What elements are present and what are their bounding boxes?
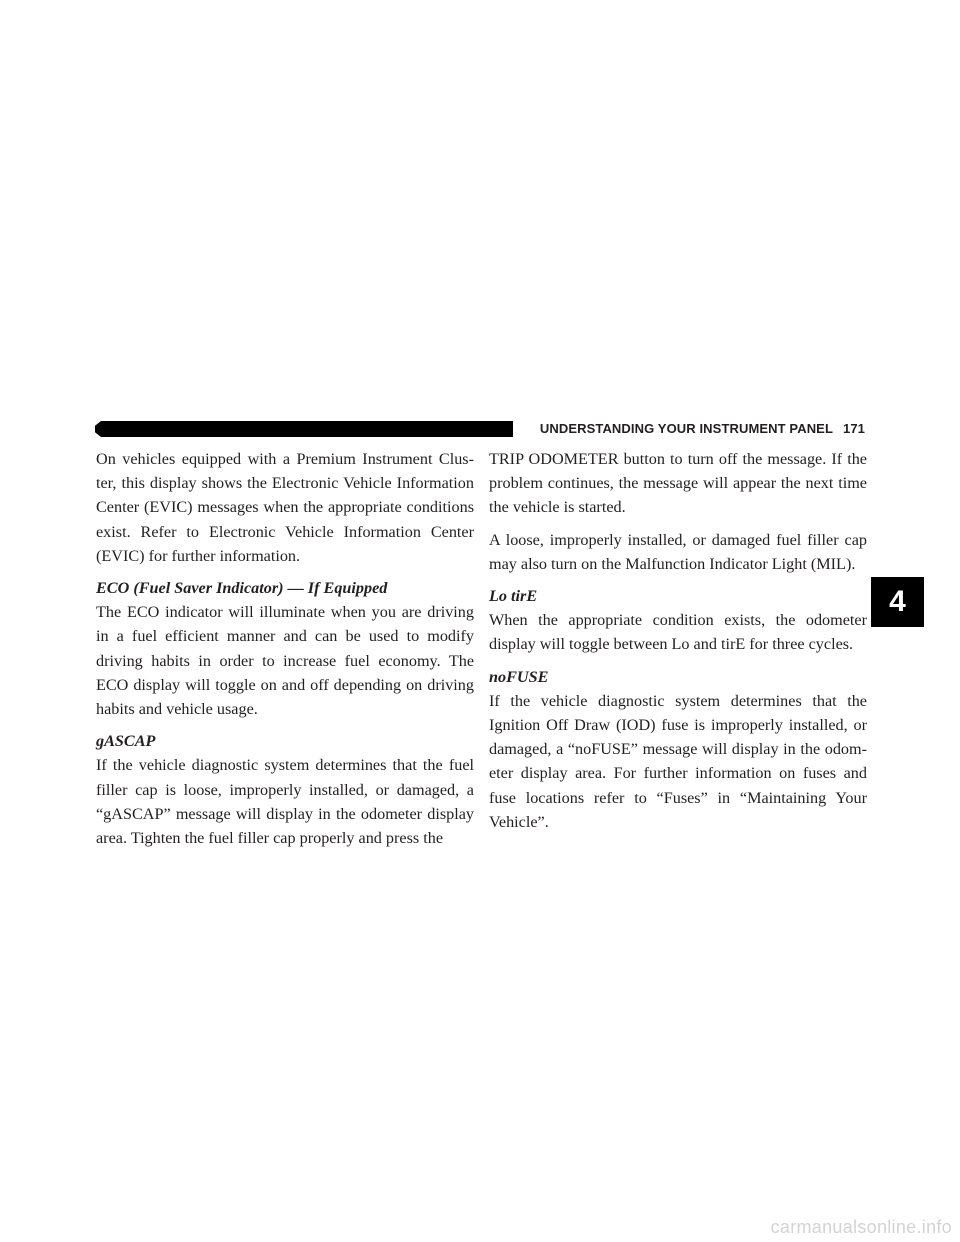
page-number: 171 [843, 421, 865, 436]
left-column [96, 447, 474, 858]
nofuse-paragraph: If the vehicle diagnostic system determines that the Ignition Off Draw (IOD) fuse is improperly installed, or damaged, a “noFUSE” message will display in the odom- eter display area. For further information on fuses and fuse locations refer to “Fuses” in “Maintaining Your Vehicle”. [489, 691, 867, 831]
watermark: carmanualsonline.info [770, 1217, 952, 1237]
eco-paragraph: The ECO indicator will illuminate when you are driving in a fuel efficient manner and can be used to modify driving habits in order to increase fuel economy. The ECO display will toggle on and off depending on driving habits and vehicle usage. [96, 603, 474, 719]
gascap-paragraph: If the vehicle diagnostic system determines that the fuel filler cap is loose, improperly installed, or damaged, a “gASCAP” message will display in the odometer display area. Tighten the fuel filler cap properly and press the [96, 756, 474, 848]
lotire-heading: Lo tirE [489, 587, 538, 606]
chapter-tab: 4 [871, 577, 924, 627]
eco-heading: ECO (Fuel Saver Indicator) — If Equipped [96, 579, 388, 598]
gascap-heading: gASCAP [96, 732, 156, 751]
right-column [489, 447, 867, 842]
mil-note-paragraph: A loose, improperly installed, or damaged fuel filler cap may also turn on the Malfunction Indicator Light (MIL). [489, 530, 867, 573]
gascap-continued-paragraph: TRIP ODOMETER button to turn off the message. If the problem continues, the message will appear the next time the vehicle is started. [489, 450, 867, 517]
nofuse-heading: noFUSE [489, 667, 549, 686]
intro-paragraph: On vehicles equipped with a Premium Instrument Clus- ter, this display shows the Electronic Vehicle Information Center (EVIC) messages when the appropriate conditions exist. Refer to Electronic Vehicle Information Center (EVIC) for further information. [96, 450, 474, 565]
running-header [520, 420, 865, 438]
lotire-paragraph: When the appropriate condition exists, the odometer display will toggle between Lo and tirE for three cycles. [489, 611, 867, 654]
header-rule-bar [95, 421, 513, 437]
section-title: UNDERSTANDING YOUR INSTRUMENT PANEL [539, 421, 833, 436]
